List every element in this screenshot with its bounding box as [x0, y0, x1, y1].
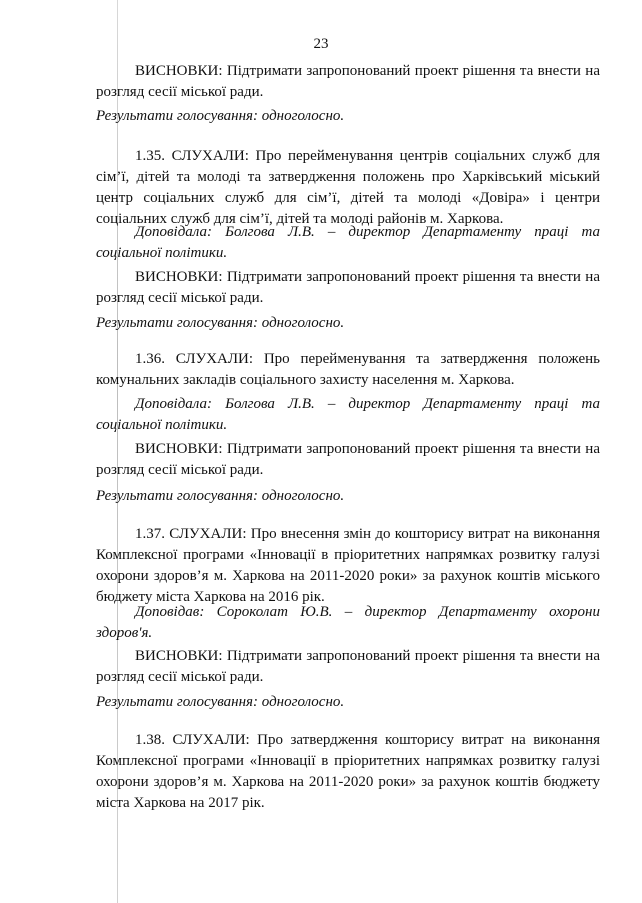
voting-results: Результати голосування: одноголосно.: [96, 488, 345, 504]
speaker-paragraph: Доповідала: Болгова Л.В. – директор Департаменту праці та соціальної політики.: [96, 224, 600, 261]
voting-results: Результати голосування: одноголосно.: [96, 694, 345, 710]
conclusions-paragraph: ВИСНОВКИ: Підтримати запропонований проект рішення та внести на розгляд сесії міської ради.: [96, 648, 600, 685]
speaker-paragraph: Доповідав: Сороколат Ю.В. – директор Департаменту охорони здоров'я.: [96, 604, 600, 641]
heard-item-1-36: 1.36. СЛУХАЛИ: Про перейменування та затвердження положень комунальних закладів соціального захисту населення м. Харкова.: [96, 351, 600, 388]
conclusions-paragraph: ВИСНОВКИ: Підтримати запропонований проект рішення та внести на розгляд сесії міської ради.: [96, 441, 600, 478]
heard-item-1-37: 1.37. СЛУХАЛИ: Про внесення змін до кошторису витрат на виконання Комплексної програми «Інновації в пріоритетних напрямках розвитку галузі охорони здоров’я м. Харкова на 2011-2020 роки» за рахунок коштів міського бюджету міста Харкова на 2016 рік.: [96, 526, 600, 605]
conclusions-paragraph: ВИСНОВКИ: Підтримати запропонований проект рішення та внести на розгляд сесії міської ради.: [96, 269, 600, 306]
heard-item-1-35: 1.35. СЛУХАЛИ: Про перейменування центрів соціальних служб для сім’ї, дітей та молоді та затвердження положень про Харківський міський центр соціальних служб для сім’ї, дітей та молоді «Довіра» і центри соціальних служб для сім’ї, дітей та молоді районів м. Харкова.: [96, 148, 600, 227]
voting-results: Результати голосування: одноголосно.: [96, 108, 345, 124]
heard-item-1-38: 1.38. СЛУХАЛИ: Про затвердження кошторису витрат на виконання Комплексної програми «Інновації в пріоритетних напрямках розвитку галузі охорони здоров’я м. Харкова на 2011-2020 роки» за рахунок коштів бюджету міста Харкова на 2017 рік.: [96, 732, 600, 811]
page-number: 23: [313, 36, 329, 52]
voting-results: Результати голосування: одноголосно.: [96, 315, 345, 331]
speaker-paragraph: Доповідала: Болгова Л.В. – директор Департаменту праці та соціальної політики.: [96, 396, 600, 433]
conclusions-paragraph: ВИСНОВКИ: Підтримати запропонований проект рішення та внести на розгляд сесії міської ради.: [96, 63, 600, 100]
